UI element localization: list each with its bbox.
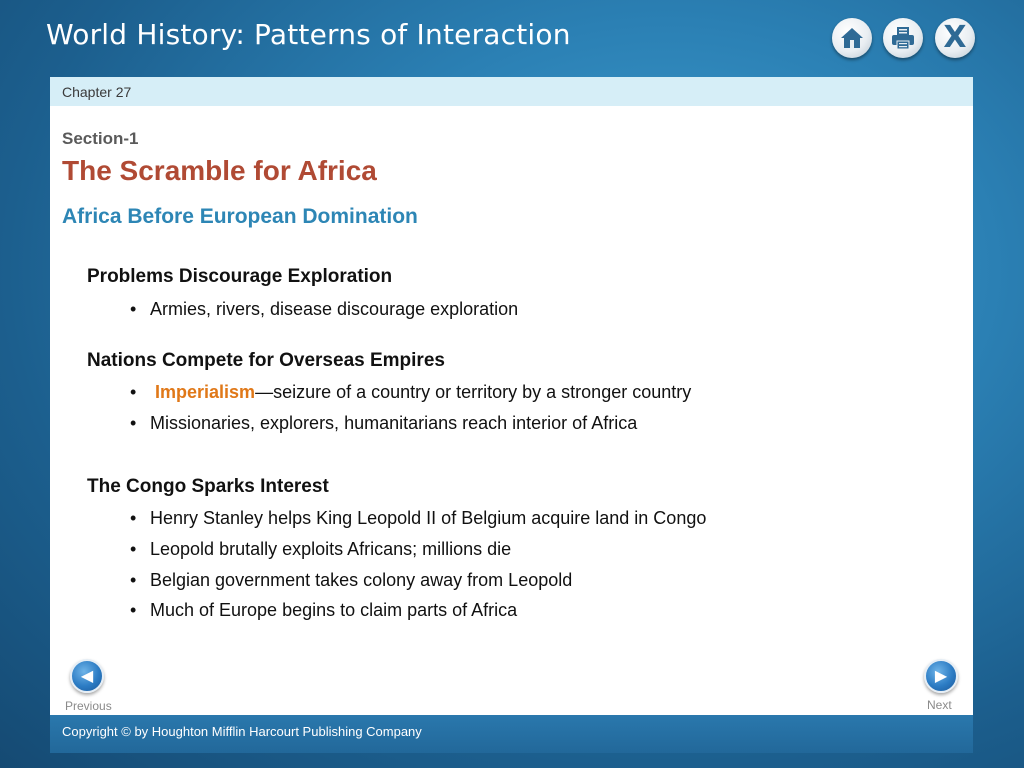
list-item: • Armies, rivers, disease discourage exploration xyxy=(130,299,519,319)
bullet-text: Belgian government takes colony away from Leopold xyxy=(150,570,573,590)
heading-nations: Nations Compete for Overseas Empires xyxy=(87,350,445,371)
bullet-text: Leopold brutally exploits Africans; millions die xyxy=(150,539,512,559)
home-icon xyxy=(839,25,865,51)
list-item: • Belgian government takes colony away from Leopold xyxy=(130,570,573,590)
content-panel xyxy=(50,77,973,715)
term-imperialism: Imperialism xyxy=(155,382,256,402)
page-title: The Scramble for Africa xyxy=(62,155,377,186)
bullet-text: Much of Europe begins to claim parts of Africa xyxy=(150,600,518,620)
list-item: • Leopold brutally exploits Africans; millions die xyxy=(130,539,512,559)
previous-label[interactable]: Previous xyxy=(65,699,112,713)
bullet-text: Missionaries, explorers, humanitarians reach interior of Africa xyxy=(150,413,638,433)
list-item: • Imperialism—seizure of a country or territory by a stronger country xyxy=(130,382,692,402)
bullet-text: Henry Stanley helps King Leopold II of Belgium acquire land in Congo xyxy=(150,508,707,528)
heading-problems: Problems Discourage Exploration xyxy=(87,266,393,287)
arrow-right-icon: ▶ xyxy=(934,668,948,685)
print-button[interactable] xyxy=(883,18,923,58)
section-label: Section-1 xyxy=(62,129,139,148)
list-item: • Much of Europe begins to claim parts of Africa xyxy=(130,600,518,620)
close-icon: X xyxy=(943,20,967,55)
close-button[interactable] xyxy=(935,18,975,58)
bullet-text: —seizure of a country or territory by a stronger country xyxy=(255,382,692,402)
arrow-left-icon: ◀ xyxy=(80,668,94,685)
next-button[interactable] xyxy=(924,659,958,693)
bullet-text: Armies, rivers, disease discourage exploration xyxy=(150,299,519,319)
home-button[interactable] xyxy=(832,18,872,58)
chapter-bar xyxy=(50,77,973,106)
copyright-text: Copyright © by Houghton Mifflin Harcourt Publishing Company xyxy=(62,724,422,739)
list-item: • Missionaries, explorers, humanitarians reach interior of Africa xyxy=(130,413,638,433)
app-title: World History: Patterns of Interaction xyxy=(46,18,571,51)
printer-icon xyxy=(890,25,916,51)
list-item: • Henry Stanley helps King Leopold II of Belgium acquire land in Congo xyxy=(130,508,707,528)
next-label[interactable]: Next xyxy=(927,698,952,712)
page-subtitle: Africa Before European Domination xyxy=(62,205,418,228)
footer-bar xyxy=(50,715,973,753)
previous-button[interactable] xyxy=(70,659,104,693)
heading-congo: The Congo Sparks Interest xyxy=(87,476,329,497)
chapter-label: Chapter 27 xyxy=(62,84,132,100)
